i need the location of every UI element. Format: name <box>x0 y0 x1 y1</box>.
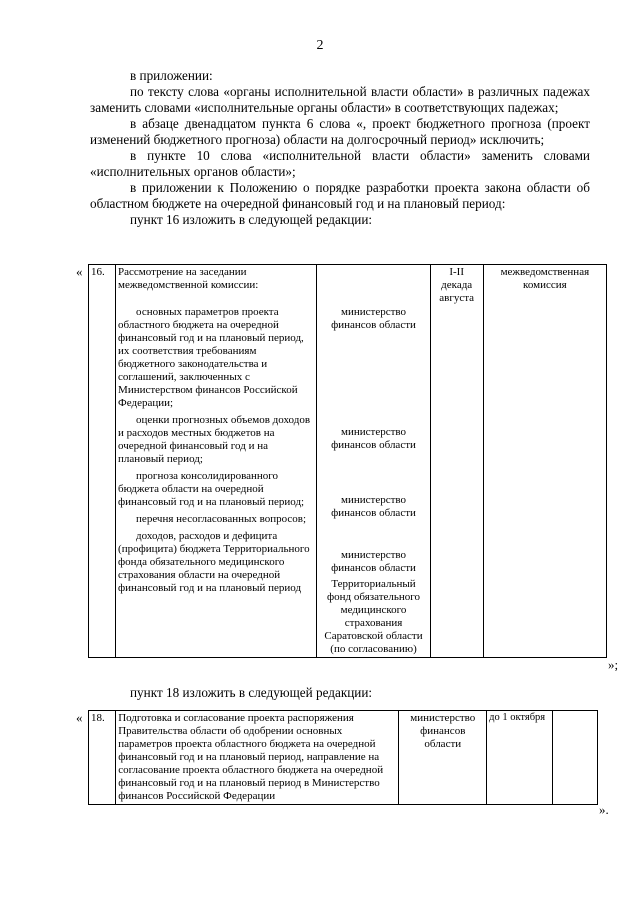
list-item: перечня несогласованных вопросов; <box>136 513 307 525</box>
responsible: министерство финансов области <box>331 426 416 451</box>
paragraph: по тексту слова «органы исполнительной власти области» в различных падежах заменить словами «исполнительные органы области» в соответствующих падежах; <box>90 84 590 115</box>
term: I-II декада августа <box>430 265 483 658</box>
paragraph: пункт 16 изложить в следующей редакции: <box>130 212 373 227</box>
responsible-column <box>317 265 430 658</box>
paragraph: в приложении: <box>130 68 213 83</box>
page-number: 2 <box>316 38 324 53</box>
list-item: оценки прогнозных объемов доходов и расходов местных бюджетов на очередной финансовый год и на плановый период; <box>118 414 311 465</box>
table-item-16 <box>88 264 607 658</box>
list-item: основных параметров проекта областного бюджета на очередной финансовый год и на плановый период, их соответствия требованиям бюджетного законодательства и соглашений, заключенных с Министерством финансов Российской Федерации; <box>118 306 304 409</box>
responsible: министерство финансов области <box>399 711 487 805</box>
close-quote: »; <box>608 657 619 672</box>
open-quote: « <box>76 710 83 725</box>
list-item: доходов, расходов и дефицита (профицита) бюджета Территориального фонда обязательного медицинского страхования области на очередной финансовый год и на плановый период <box>118 530 310 594</box>
participant: межведомственная комиссия <box>483 265 606 658</box>
item-number: 18. <box>89 711 116 805</box>
close-quote: ». <box>599 802 609 817</box>
open-quote: « <box>76 264 83 279</box>
responsible: министерство финансов области <box>331 494 416 519</box>
item-heading: Рассмотрение на заседании межведомственной комиссии: <box>118 266 259 291</box>
responsible: министерство финансов области <box>331 549 416 574</box>
item-description <box>116 265 317 658</box>
paragraph: в приложении к Положению о порядке разработки проекта закона области об областном бюджете на очередной финансовый год и на плановый период: <box>90 180 590 211</box>
list-item: прогноза консолидированного бюджета области на очередной финансовый год и на плановый период; <box>118 470 305 508</box>
paragraph: в абзаце двенадцатом пункта 6 слова «, проект бюджетного прогноза (проект изменений бюджетного прогноза) области на долгосрочный период» исключить; <box>90 116 590 147</box>
item-number: 16. <box>89 265 116 658</box>
responsible: министерство финансов области <box>331 306 416 331</box>
participant <box>552 711 597 805</box>
amendment-text <box>90 68 590 228</box>
paragraph: пункт 18 изложить в следующей редакции: <box>130 685 373 700</box>
table-item-18 <box>88 710 598 805</box>
term: до 1 октября <box>487 711 553 805</box>
item-description: Подготовка и согласование проекта распоряжения Правительства области об одобрении основных параметров проекта областного бюджета на очередной финансовый год и на плановый период, направление на согласование проекта областного бюджета на очередной финансовый год и на плановый период в Министерство финансов Российской Федерации <box>116 711 399 805</box>
paragraph: в пункте 10 слова «исполнительной власти области» заменить словами «исполнительных органов области»; <box>90 148 590 179</box>
responsible: Территориальный фонд обязательного медицинского страхования Саратовской области (по согласованию) <box>324 578 423 655</box>
